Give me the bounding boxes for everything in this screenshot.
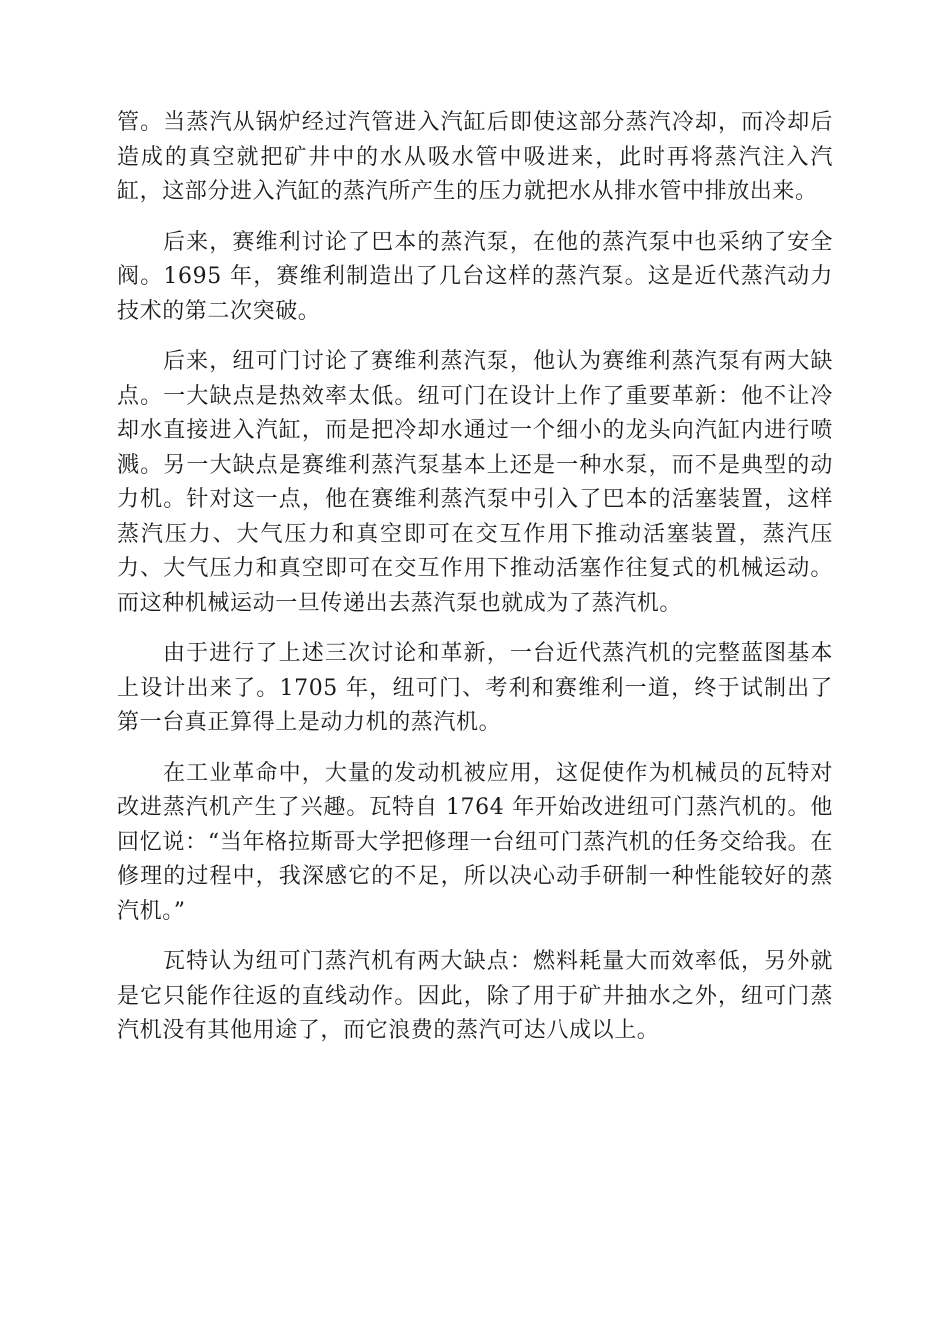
- paragraph-watt-interest: 在工业革命中，大量的发动机被应用，这促使作为机械员的瓦特对改进蒸汽机产生了兴趣。瓦特自 1764 年开始改进纽可门蒸汽机的。他回忆说：“当年格拉斯哥大学把修理一台纽可门蒸汽机的任务交给我。在修理的过程中，我深感它的不足，所以决心动手研制一种性能较好的蒸汽机。”: [117, 760, 833, 924]
- paragraph-newcomen: 后来，纽可门讨论了赛维利蒸汽泵，他认为赛维利蒸汽泵有两大缺点。一大缺点是热效率太低。纽可门在设计上作了重要革新：他不让冷却水直接进入汽缸，而是把冷却水通过一个细小的龙头向汽缸内进行喷溅。另一大缺点是赛维利蒸汽泵基本上还是一种水泵，而不是典型的动力机。针对这一点，他在赛维利蒸汽泵中引入了巴本的活塞装置，这样蒸汽压力、大气压力和真空即可在交互作用下推动活塞装置，蒸汽压力、大气压力和真空即可在交互作用下推动活塞作往复式的机械运动。而这种机械运动一旦传递出去蒸汽泵也就成为了蒸汽机。: [117, 349, 833, 616]
- paragraph-savery: 后来，赛维利讨论了巴本的蒸汽泵，在他的蒸汽泵中也采纳了安全阀。1695 年，赛维利制造出了几台这样的蒸汽泵。这是近代蒸汽动力技术的第二次突破。: [117, 229, 833, 324]
- paragraph-watt-defects: 瓦特认为纽可门蒸汽机有两大缺点：燃料耗量大而效率低，另外就是它只能作往返的直线动作。因此，除了用于矿井抽水之外，纽可门蒸汽机没有其他用途了，而它浪费的蒸汽可达八成以上。: [117, 949, 833, 1043]
- document-body: [117, 106, 833, 1065]
- paragraph-blueprint: 由于进行了上述三次讨论和革新，一台近代蒸汽机的完整蓝图基本上设计出来了。1705 年，纽可门、考利和赛维利一道，终于试制出了第一台真正算得上是动力机的蒸汽机。: [117, 641, 833, 735]
- paragraph-continuation: 管。当蒸汽从锅炉经过汽管进入汽缸后即使这部分蒸汽冷却，而冷却后造成的真空就把矿井中的水从吸水管中吸进来，此时再将蒸汽注入汽缸，这部分进入汽缸的蒸汽所产生的压力就把水从排水管中排放出来。: [117, 110, 833, 204]
